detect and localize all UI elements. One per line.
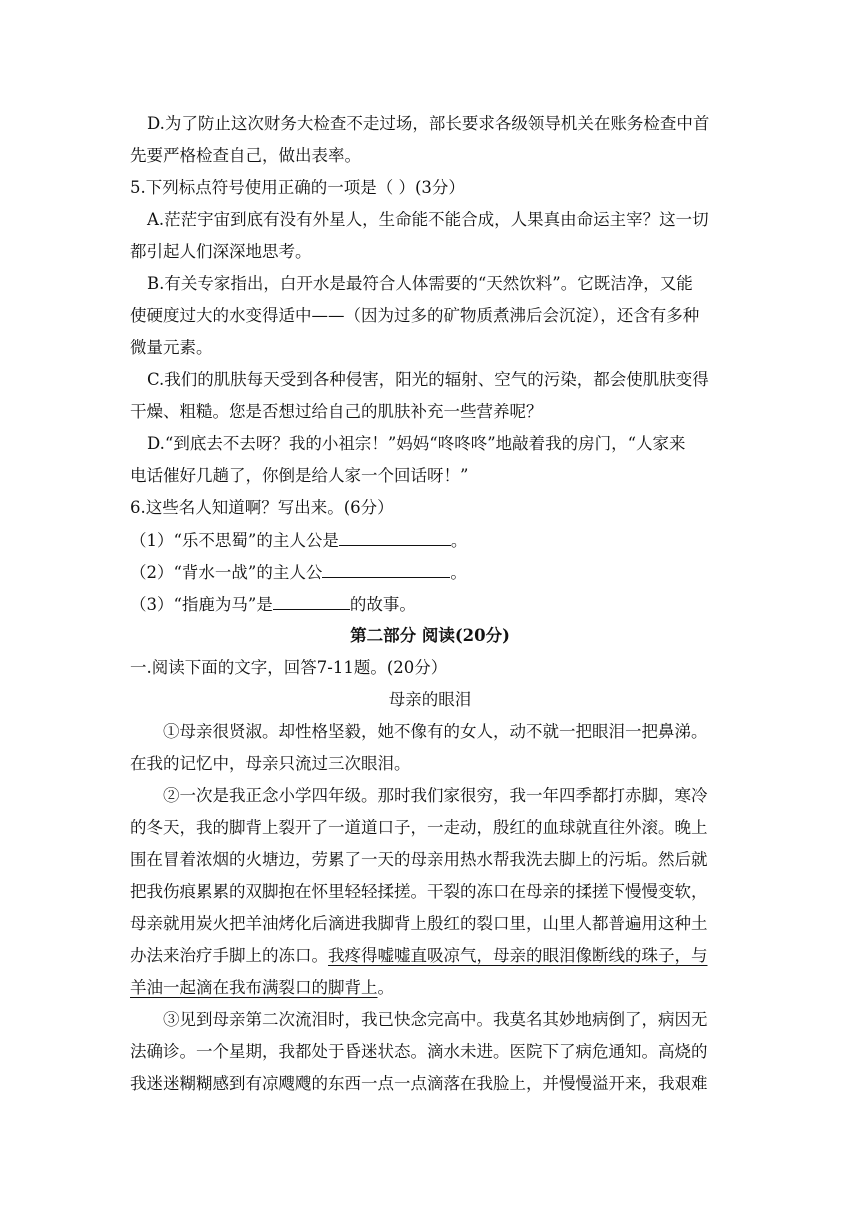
passage-p1-line1: ①母亲很贤淑。却性格坚毅，她不像有的女人，动不就一把眼泪一把鼻涕。 <box>163 722 708 741</box>
q6-stem: 6.这些名人知道啊？写出来。(6分） <box>130 498 394 517</box>
passage-title: 母亲的眼泪 <box>388 690 472 709</box>
q6-item1-prefix: （1）“乐不思蜀”的主人公是 <box>130 531 339 550</box>
q5-option-b-line1: B.有关专家指出，白开水是最符合人体需要的“天然饮料”。它既洁净，又能 <box>147 274 693 293</box>
q5-option-b-line2: 使硬度过大的水变得适中——（因为过多的矿物质煮沸后会沉淀），还含有多种 <box>130 306 700 325</box>
q5-option-c-line1: C.我们的肌肤每天受到各种侵害，阳光的辐射、空气的污染，都会使肌肤变得 <box>147 370 709 389</box>
q4-option-d-line2: 先要严格检查自己，做出表率。 <box>130 146 361 165</box>
q6-item2-answer-blank[interactable] <box>322 560 450 578</box>
passage-p2-line6 <box>0 944 860 968</box>
q6-item2 <box>0 560 860 585</box>
q6-item3 <box>0 592 860 617</box>
passage-p3-line3: 我迷迷糊糊感到有凉飕飕的东西一点一点滴落在我脸上，并慢慢溢开来，我艰难 <box>130 1074 708 1093</box>
passage-p3-line2: 法确诊。一个星期，我都处于昏迷状态。滴水未进。医院下了病危通知。高烧的 <box>130 1042 708 1061</box>
passage-p2-line2: 的冬天，我的脚背上裂开了一道道口子，一走动，殷红的血球就直往外滚。晚上 <box>130 818 708 837</box>
passage-p1-line2: 在我的记忆中，母亲只流过三次眼泪。 <box>130 754 411 773</box>
part2-heading: 第二部分 阅读(20分) <box>350 626 510 645</box>
q6-item3-answer-blank[interactable] <box>273 592 350 610</box>
q5-option-d-line2: 电话催好几趟了，你倒是给人家一个回话呀！” <box>130 466 469 485</box>
q6-item1-suffix: 。 <box>450 531 468 550</box>
q5-option-c-line2: 干燥、粗糙。您是否想过给自己的肌肤补充一些营养呢？ <box>130 402 543 421</box>
part2-instruction: 一.阅读下面的文字，回答7-11题。(20分） <box>130 658 448 677</box>
q6-item3-suffix: 的故事。 <box>349 595 416 614</box>
q6-item2-suffix: 。 <box>450 563 467 582</box>
q5-option-a-line2: 都引起人们深深地思考。 <box>130 242 312 261</box>
q5-option-b-line3: 微量元素。 <box>130 338 213 357</box>
q5-option-a-line1: A.茫茫宇宙到底有没有外星人，生命能不能合成，人果真由命运主宰？这一切 <box>147 210 709 229</box>
q5-option-d-line1: D.“到底去不去呀？我的小祖宗！”妈妈“咚咚咚”地敲着我的房门，“人家来 <box>147 434 686 453</box>
passage-p2-line5: 母亲就用炭火把羊油烤化后滴进我脚背上殷红的裂口里，山里人都普遍用这种土 <box>130 914 708 933</box>
q6-item1 <box>0 528 860 553</box>
passage-p2-line4: 把我伤痕累累的双脚抱在怀里轻轻揉搓。干裂的冻口在母亲的揉搓下慢慢变软， <box>130 882 708 901</box>
q6-item1-answer-blank[interactable] <box>339 528 451 546</box>
passage-p2-line3: 围在冒着浓烟的火塘边，劳累了一天的母亲用热水帮我洗去脚上的污垢。然后就 <box>130 850 708 869</box>
q6-item2-prefix: （2）“背水一战”的主人公 <box>130 563 323 582</box>
q5-stem: 5.下列标点符号使用正确的一项是（ ）(3分） <box>130 178 465 197</box>
q6-item3-prefix: （3）“指鹿为马”是 <box>130 595 273 614</box>
q4-option-d-line1: D.为了防止这次财务大检查不走过场，部长要求各级领导机关在账务检查中首 <box>147 114 710 133</box>
passage-p2-line1: ②一次是我正念小学四年级。那时我们家很穷，我一年四季都打赤脚，寒冷 <box>163 786 708 805</box>
passage-p2-line7 <box>0 976 860 1000</box>
passage-p2-line7-end: 。 <box>377 978 394 997</box>
passage-p3-line1: ③见到母亲第二次流泪时，我已快念完高中。我莫名其妙地病倒了，病因无 <box>163 1010 708 1029</box>
passage-underlined-sentence-part1: 我疼得嘘嘘直吸凉气，母亲的眼泪像断线的珠子，与 <box>328 946 708 965</box>
passage-underlined-sentence-part2: 羊油一起滴在我布满裂口的脚背上 <box>130 978 378 997</box>
passage-p2-line6-plain: 办法来治疗手脚上的冻口。 <box>130 946 328 965</box>
